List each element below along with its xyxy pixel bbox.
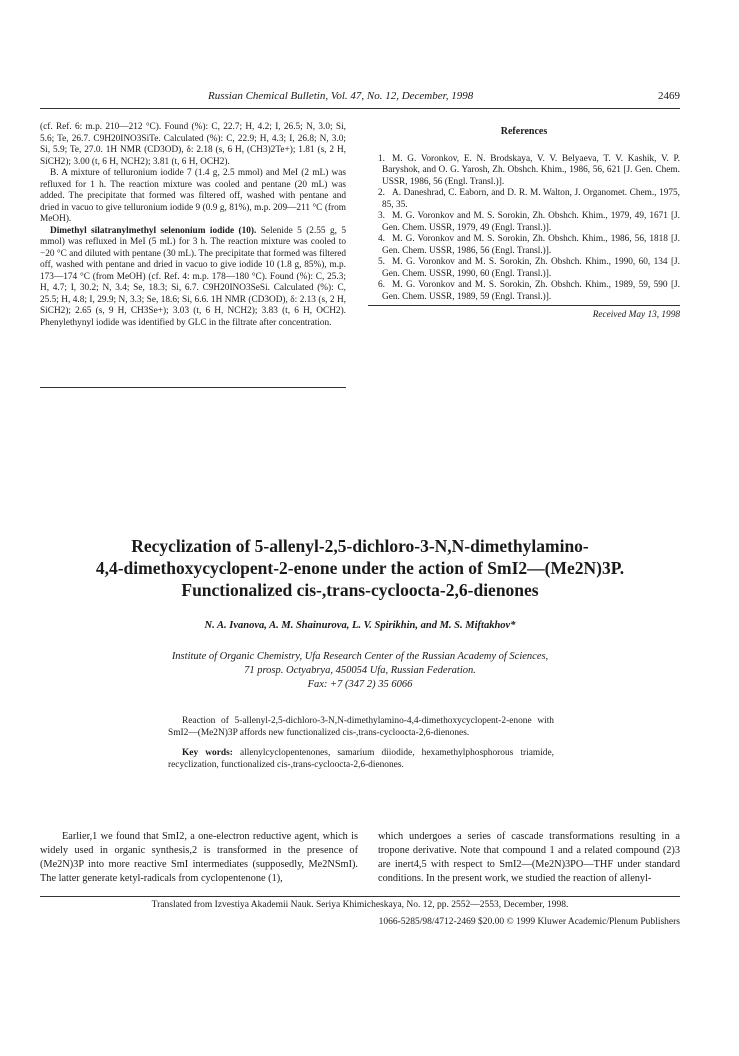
body-paragraph-right: which undergoes a series of cascade transformations resulting in a tropone derivative. Note that compound 1 and a related compound (2)3 are inert4,5 with respect to SmI2—(Me2N)3PO—THF under standard conditions. In the present work, we studied the reaction of allenyl- <box>378 831 680 884</box>
reference-number: 5. <box>378 257 385 267</box>
affiliation-line-2: 71 prosp. Octyabrya, 450054 Ufa, Russian Federation. <box>244 665 476 676</box>
running-head <box>40 90 680 106</box>
reference-item <box>368 211 680 234</box>
reference-text: M. G. Voronkov and M. S. Sorokin, Zh. Obshch. Khim., 1990, 60, 134 [J. Gen. Chem. USSR, 1990, 60 (Engl. Transl.)]. <box>382 257 680 279</box>
page-number: 2469 <box>658 90 680 102</box>
reference-text: M. G. Voronkov, E. N. Brodskaya, V. V. Belyaeva, T. V. Kashik, V. P. Baryshok, and O. G. Yarosh, Zh. Obshch. Khim., 1986, 56, 621 [J. Gen. Chem. USSR, 1986, 56 (Engl. Transl.)]. <box>382 153 680 187</box>
author-list: N. A. Ivanova, A. M. Shainurova, L. V. Spirikhin, and M. S. Miftakhov* <box>204 620 516 631</box>
reference-item <box>368 234 680 257</box>
reference-number: 4. <box>378 234 385 244</box>
abstract-block <box>168 715 554 779</box>
translation-note: Translated from Izvestiya Akademii Nauk. Seriya Khimicheskaya, No. 12, pp. 2552—2553, December, 1998. <box>151 900 569 910</box>
title-line-3: Functionalized cis-,trans-cycloocta-2,6-dienones <box>181 580 539 600</box>
references-column <box>368 122 680 322</box>
keywords <box>168 747 554 771</box>
reference-item <box>368 188 680 211</box>
reference-text: M. G. Voronkov and M. S. Sorokin, Zh. Obshch. Khim., 1989, 59, 590 [J. Gen. Chem. USSR, 1989, 59 (Engl. Transl.)]. <box>382 280 680 302</box>
experimental-paragraph-2: B. A mixture of telluronium iodide 7 (1.4 g, 2.5 mmol) and MeI (2 mL) was refluxed for 1 h. The reaction mixture was cooled and pentane (20 mL) was added. The precipitate that formed was filtered off, washed with pentane and dried in vacuo to give telluronium iodide 9 (0.9 g, 81%), m.p. 209—211 °C (from MeOH). <box>40 168 346 224</box>
reference-number: 6. <box>378 280 385 290</box>
experimental-column <box>40 122 346 329</box>
left-column-end-rule <box>40 387 346 388</box>
reference-list <box>368 154 680 304</box>
references-title: References <box>500 126 548 137</box>
experimental-paragraph-1: (cf. Ref. 6: m.p. 210—212 °C). Found (%): C, 22.7; H, 4.2; I, 26.5; N, 3.0; Si, 5.6; Te, 26.7. C9H20INO3SiTe. Calculated (%): C, 22.9; H, 4.3; I, 26.8; N, 3.0; Si, 5.9; Te, 27.0. 1H NMR (CD3OD), δ: 2.18 (s, 6 H, (CH3)2Te+); 1.81 (s, 2 H, SiCH2); 3.00 (t, 6 H, NCH2); 3.81 (t, 6 H, OCH2). <box>40 122 346 167</box>
title-line-1: Recyclization of 5-allenyl-2,5-dichloro-3-N,N-dimethylamino- <box>131 536 589 556</box>
issn-line: 1066-5285/98/4712-2469 $20.00 © 1999 Kluwer Academic/Plenum Publishers <box>378 917 680 927</box>
title-line-2: 4,4-dimethoxycyclopent-2-enone under the action of SmI2—(Me2N)3P. <box>95 558 625 578</box>
reference-text: M. G. Voronkov and M. S. Sorokin, Zh. Obshch. Khim., 1979, 49, 1671 [J. Gen. Chem. USSR, 1979, 49 (Engl. Transl.)]. <box>382 211 680 233</box>
abstract-text: Reaction of 5-allenyl-2,5-dichloro-3-N,N-dimethylamino-4,4-dimethoxycyclopent-2-enone with SmI2—(Me2N)3P affords new functionalized cis-,trans-cycloocta-2,6-dienones. <box>168 716 554 738</box>
reference-text: M. G. Voronkov and M. S. Sorokin, Zh. Obshch. Khim., 1986, 56, 1818 [J. Gen. Chem. USSR, 1986, 56 (Engl. Transl.)]. <box>382 234 680 256</box>
body-column-left <box>40 830 358 886</box>
article-title <box>40 535 680 601</box>
experimental-paragraph-3 <box>40 226 346 330</box>
reference-text: A. Daneshrad, C. Eaborn, and D. R. M. Walton, J. Organomet. Chem., 1975, 85, 35. <box>382 188 680 210</box>
body-paragraph-left: Earlier,1 we found that SmI2, a one-electron reductive agent, which is widely used in organic synthesis,2 is transformed in the presence of (Me2N)3P into more reactive SmI intermediates (supposedly, Me2NSmI). The latter generate ketyl-radicals from cyclopentenone (1), <box>40 831 358 884</box>
received-date: Received May 13, 1998 <box>592 310 680 320</box>
keywords-text: allenylcyclopentenones, samarium diiodide, hexamethylphosphorous triamide, recyclization, functionalized cis-,trans-cycloocta-2,6-dienones. <box>168 748 554 770</box>
header-rule <box>40 108 680 109</box>
affiliation-fax: Fax: +7 (347 2) 35 6066 <box>307 679 413 690</box>
experimental-paragraph-3-text: Selenide 5 (2.55 g, 5 mmol) was refluxed in MeI (5 mL) for 3 h. The reaction mixture was cooled to −20 °C and diluted with pentane (30 mL). The precipitate that formed was filtered off, washed with pentane and dried in vacuo to give iodide 10 (1.8 g, 85%), m.p. 173—174 °C (from MeOH) (cf. Ref. 4: m.p. 178—180 °C). Found (%): C, 25.3; H, 4.7; I, 30.2; N, 3.4; Se, 18.3; Si, 6.7. C9H20INO3SeSi. Calculated (%): C, 25.5; H, 4.8; I, 29.9; N, 3.3; Se, 18.6; Si, 6.6. 1H NMR (CD3OD), δ: 2.13 (s, 2 H, SiCH2); 2.65 (s, 9 H, CH3Se+); 3.03 (t, 6 H, NCH2); 3.83 (t, 6 H, OCH2). Phenylethynyl iodide was identified by GLC in the filtrate after concentration. <box>40 225 346 328</box>
reference-item <box>368 257 680 280</box>
reference-item <box>368 154 680 189</box>
keywords-label: Key words: <box>182 748 233 758</box>
references-end-rule <box>368 305 680 306</box>
affiliation-line-1: Institute of Organic Chemistry, Ufa Research Center of the Russian Academy of Sciences, <box>171 651 549 662</box>
compound-heading: Dimethyl silatranylmethyl selenonium iodide (10). <box>50 225 257 236</box>
body-column-right <box>378 830 680 886</box>
reference-number: 3. <box>378 211 385 221</box>
journal-citation: Russian Chemical Bulletin, Vol. 47, No. 12, December, 1998 <box>208 90 474 102</box>
affiliation <box>40 650 680 692</box>
reference-item <box>368 280 680 303</box>
footer-rule <box>40 896 680 897</box>
reference-number: 2. <box>378 188 385 198</box>
reference-number: 1. <box>378 153 385 164</box>
